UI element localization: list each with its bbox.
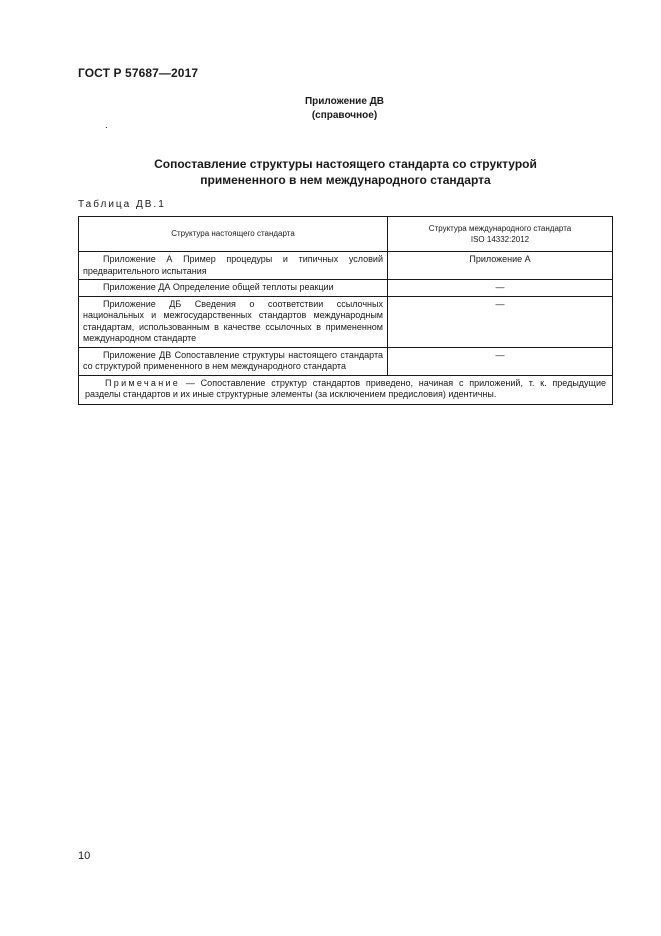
note-text: — Сопоставление структур стандартов приведено, начиная с приложений, т. к. предыдущие разделы стандартов и их иные структурные элементы (за исключением предисловия) идентичны.	[85, 377, 606, 399]
table-cell-intl-structure: —	[388, 347, 613, 375]
table-cell-own-structure: Приложение ДВ Сопоставление структуры настоящего стандарта со структурой примененного в нем международного стандарта	[79, 347, 388, 375]
table-header-col2	[388, 217, 613, 252]
table-header-col2-line1: Структура международного стандарта	[428, 223, 572, 233]
main-heading-line2: примененного в нем международного стандарта	[200, 173, 491, 187]
table-cell-intl-structure: —	[388, 280, 613, 297]
table-row	[79, 296, 613, 347]
table-row	[79, 347, 613, 375]
table-row	[79, 280, 613, 297]
appendix-subtitle: (справочное)	[311, 110, 378, 121]
appendix-label: Приложение ДВ	[304, 96, 385, 107]
table-header-col2-line2: ISO 14332:2012	[470, 235, 530, 244]
table-cell-intl-structure: Приложение А	[388, 252, 613, 280]
document-code: ГОСТ Р 57687—2017	[78, 66, 199, 80]
table-header-row	[79, 217, 613, 252]
table-cell-intl-structure: —	[388, 296, 613, 347]
table-row	[79, 252, 613, 280]
appendix-title	[0, 95, 661, 123]
main-heading	[0, 156, 661, 188]
stray-mark: .	[105, 120, 108, 131]
table-note	[79, 375, 613, 404]
table-cell-own-structure: Приложение А Пример процедуры и типичных условий предварительного испытания	[79, 252, 388, 280]
table-header-col1: Структура настоящего стандарта	[79, 217, 388, 252]
table-cell-own-structure: Приложение ДА Определение общей теплоты реакции	[79, 280, 388, 297]
note-label: Примечание	[105, 377, 181, 388]
page-number: 10	[78, 850, 91, 862]
table-cell-own-structure: Приложение ДБ Сведения о соответствии ссылочных национальных и межгосударственных стандартов международным стандартам, использованным в качестве ссылочных в примененном международном стандарте	[79, 296, 388, 347]
table-note-row	[79, 375, 613, 404]
structure-comparison-table	[78, 216, 613, 405]
table-caption: Таблица ДВ.1	[78, 199, 166, 210]
main-heading-line1: Сопоставление структуры настоящего стандарта со структурой	[154, 157, 537, 171]
